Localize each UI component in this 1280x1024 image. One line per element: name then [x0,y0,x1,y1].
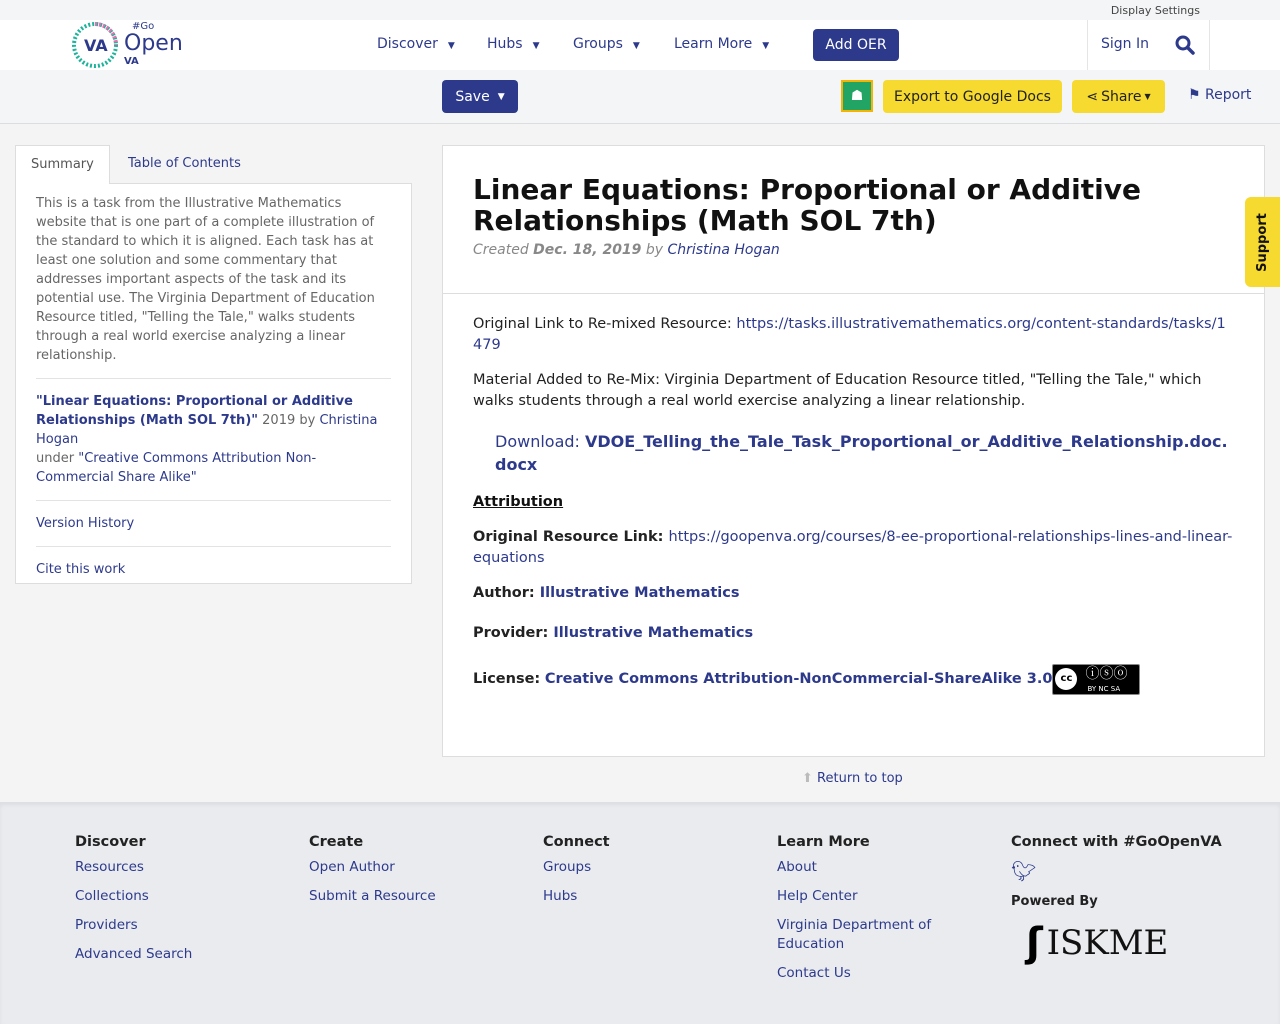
footer-learn-more: Learn More About Help Center Virginia Department of Education Contact Us [777,834,947,993]
provider-link[interactable]: Illustrative Mathematics [553,625,754,641]
cite-author-link[interactable]: Christina Hogan [36,413,378,447]
add-oer-button[interactable]: Add OER [813,29,899,61]
footer-link[interactable]: Providers [75,917,138,933]
footer-link[interactable]: Help Center [777,888,858,904]
material-text: Material Added to Re-Mix: Virginia Department of Education Resource titled, "Telling the Tale," which walks students through a real world exercise analyzing a linear relationship. [473,372,1202,409]
footer-link[interactable]: Collections [75,888,149,904]
iskme-swirl-icon: ʃ [1026,920,1043,966]
classroom-icon: ☗ [843,82,871,110]
arrow-up-circle-icon: ⬆ [802,771,813,786]
logo-va: VA [124,56,139,67]
main-nav [0,20,1280,70]
footer-link[interactable]: Hubs [543,888,578,904]
footer-link[interactable]: Virginia Department of Education [777,917,932,952]
search-icon[interactable] [1175,35,1195,55]
footer-link[interactable]: Submit a Resource [309,888,436,904]
license-link[interactable]: Creative Commons Attribution-NonCommercial-ShareAlike 3.0 [544,671,1053,687]
author-line: Author: Illustrative Mathematics [473,585,740,601]
save-button[interactable]: Save ▼ [442,80,518,113]
top-strip [0,0,1280,20]
logo-circle-icon [70,20,120,70]
footer-create: Create Open Author Submit a Resource [309,834,436,904]
resource-card [442,145,1265,757]
sidebar [15,145,412,584]
chevron-down-icon: ▼ [762,41,770,51]
support-tab[interactable]: Support [1245,197,1280,287]
cite-this-work-link[interactable]: Cite this work [36,562,126,577]
nav-groups[interactable]: Groups ▼ [573,36,640,52]
provider-line: Provider: Illustrative Mathematics [473,625,754,641]
by-nc-sa-icons: ⓘⓢⓞ [1085,666,1128,682]
license-link[interactable]: "Creative Commons Attribution Non-Commercial Share Alike" [36,451,317,485]
download-link[interactable]: Download: VDOE_Telling_the_Tale_Task_Proportional_or_Additive_Relationship.doc.docx [495,432,1228,474]
footer-link[interactable]: Contact Us [777,965,851,981]
footer-link[interactable]: Groups [543,859,592,875]
chevron-down-icon: ▼ [632,41,640,51]
report-link[interactable]: ⚑ Report [1188,87,1252,103]
original-resource-link[interactable]: https://goopenva.org/courses/8-ee-proportional-relationships-lines-and-linear-equations [473,529,1233,566]
caret-down-icon: ▼ [497,91,505,102]
tab-table-of-contents[interactable]: Table of Contents [128,156,241,171]
share-icon: ⋖ [1086,88,1099,105]
summary-text: This is a task from the Illustrative Mathematics website that is one part of a complete illustration of the standard to which it is aligned. Each task has at least one solution and some commentary that addresses important aspects of the task and its potential use. The Virginia Department of Education Resource titled, "Telling the Tale," walks students through a real world exercise analyzing a linear relationship. [36,196,375,363]
logo-open: Open [124,31,183,56]
footer-link[interactable]: Advanced Search [75,946,193,962]
attribution-heading: Attribution [473,494,564,510]
share-button[interactable]: ⋖ Share ▼ [1072,80,1165,113]
return-to-top-link[interactable]: ⬆ Return to top [802,771,903,786]
caret-down-icon: ▼ [1144,92,1151,101]
page-title: Linear Equations: Proportional or Additive Relationships (Math SOL 7th) [473,173,1141,237]
chevron-down-icon: ▼ [447,41,455,51]
footer [0,802,1280,1024]
tab-summary[interactable]: Summary [15,145,110,184]
display-settings-link[interactable]: Display Settings [1110,4,1200,17]
license-line: License: Creative Commons Attribution-NonCommercial-ShareAlike 3.0 cc ⓘⓢⓞ BY NC SA [473,664,1234,695]
footer-link[interactable]: About [777,859,817,875]
flag-icon: ⚑ [1188,87,1201,103]
author-org-link[interactable]: Illustrative Mathematics [539,585,740,601]
original-link-line: Original Link to Re-mixed Resource: https://tasks.illustrativemathematics.org/content-standards/tasks/1479 [473,316,1226,353]
summary-panel [15,183,412,584]
nav-learn-more[interactable]: Learn More ▼ [674,36,770,52]
logo-go: #Go [132,21,155,32]
footer-link[interactable]: Open Author [309,859,395,875]
resource-toolbar [0,70,1280,124]
cc-icon: cc [1055,668,1077,690]
footer-link[interactable]: Resources [75,859,144,875]
version-history-link[interactable]: Version History [36,516,135,531]
twitter-icon[interactable]: 🐦︎ [1011,859,1037,883]
chevron-down-icon: ▼ [532,41,540,51]
original-link[interactable]: https://tasks.illustrativemathematics.org/content-standards/tasks/1479 [473,316,1226,353]
export-google-docs-button[interactable]: Export to Google Docs [883,80,1062,113]
goopenva-logo[interactable] [70,20,183,70]
footer-connect: Connect Groups Hubs [543,834,610,904]
citation: "Linear Equations: Proportional or Additive Relationships (Math SOL 7th)" 2019 by Christina Hogan under "Creative Commons Attribution Non-Commercial Share Alike" [36,394,378,485]
account-area [1087,20,1210,70]
nav-hubs[interactable]: Hubs ▼ [487,36,540,52]
nav-discover[interactable]: Discover ▼ [377,36,455,52]
author-link[interactable]: Christina Hogan [667,242,780,258]
iskme-logo[interactable]: ʃ ISKME [1026,920,1169,966]
cite-title-link[interactable]: "Linear Equations: Proportional or Additive Relationships (Math SOL 7th)" [36,394,353,428]
cc-by-nc-sa-badge[interactable]: cc ⓘⓢⓞ BY NC SA [1052,664,1140,695]
svg-text:VA: VA [84,36,108,55]
footer-discover: Discover Resources Collections Providers Advanced Search [75,834,193,962]
google-classroom-button[interactable] [841,80,873,112]
original-resource-line: Original Resource Link: https://goopenva.org/courses/8-ee-proportional-relationships-lines-and-linear-equations [473,529,1233,566]
footer-social: Connect with #GoOpenVA 🐦︎ Powered By ʃ ISKME [1011,834,1222,966]
created-line: Created Dec. 18, 2019 by Christina Hogan [473,242,780,258]
sign-in-link[interactable]: Sign In [1101,36,1149,52]
